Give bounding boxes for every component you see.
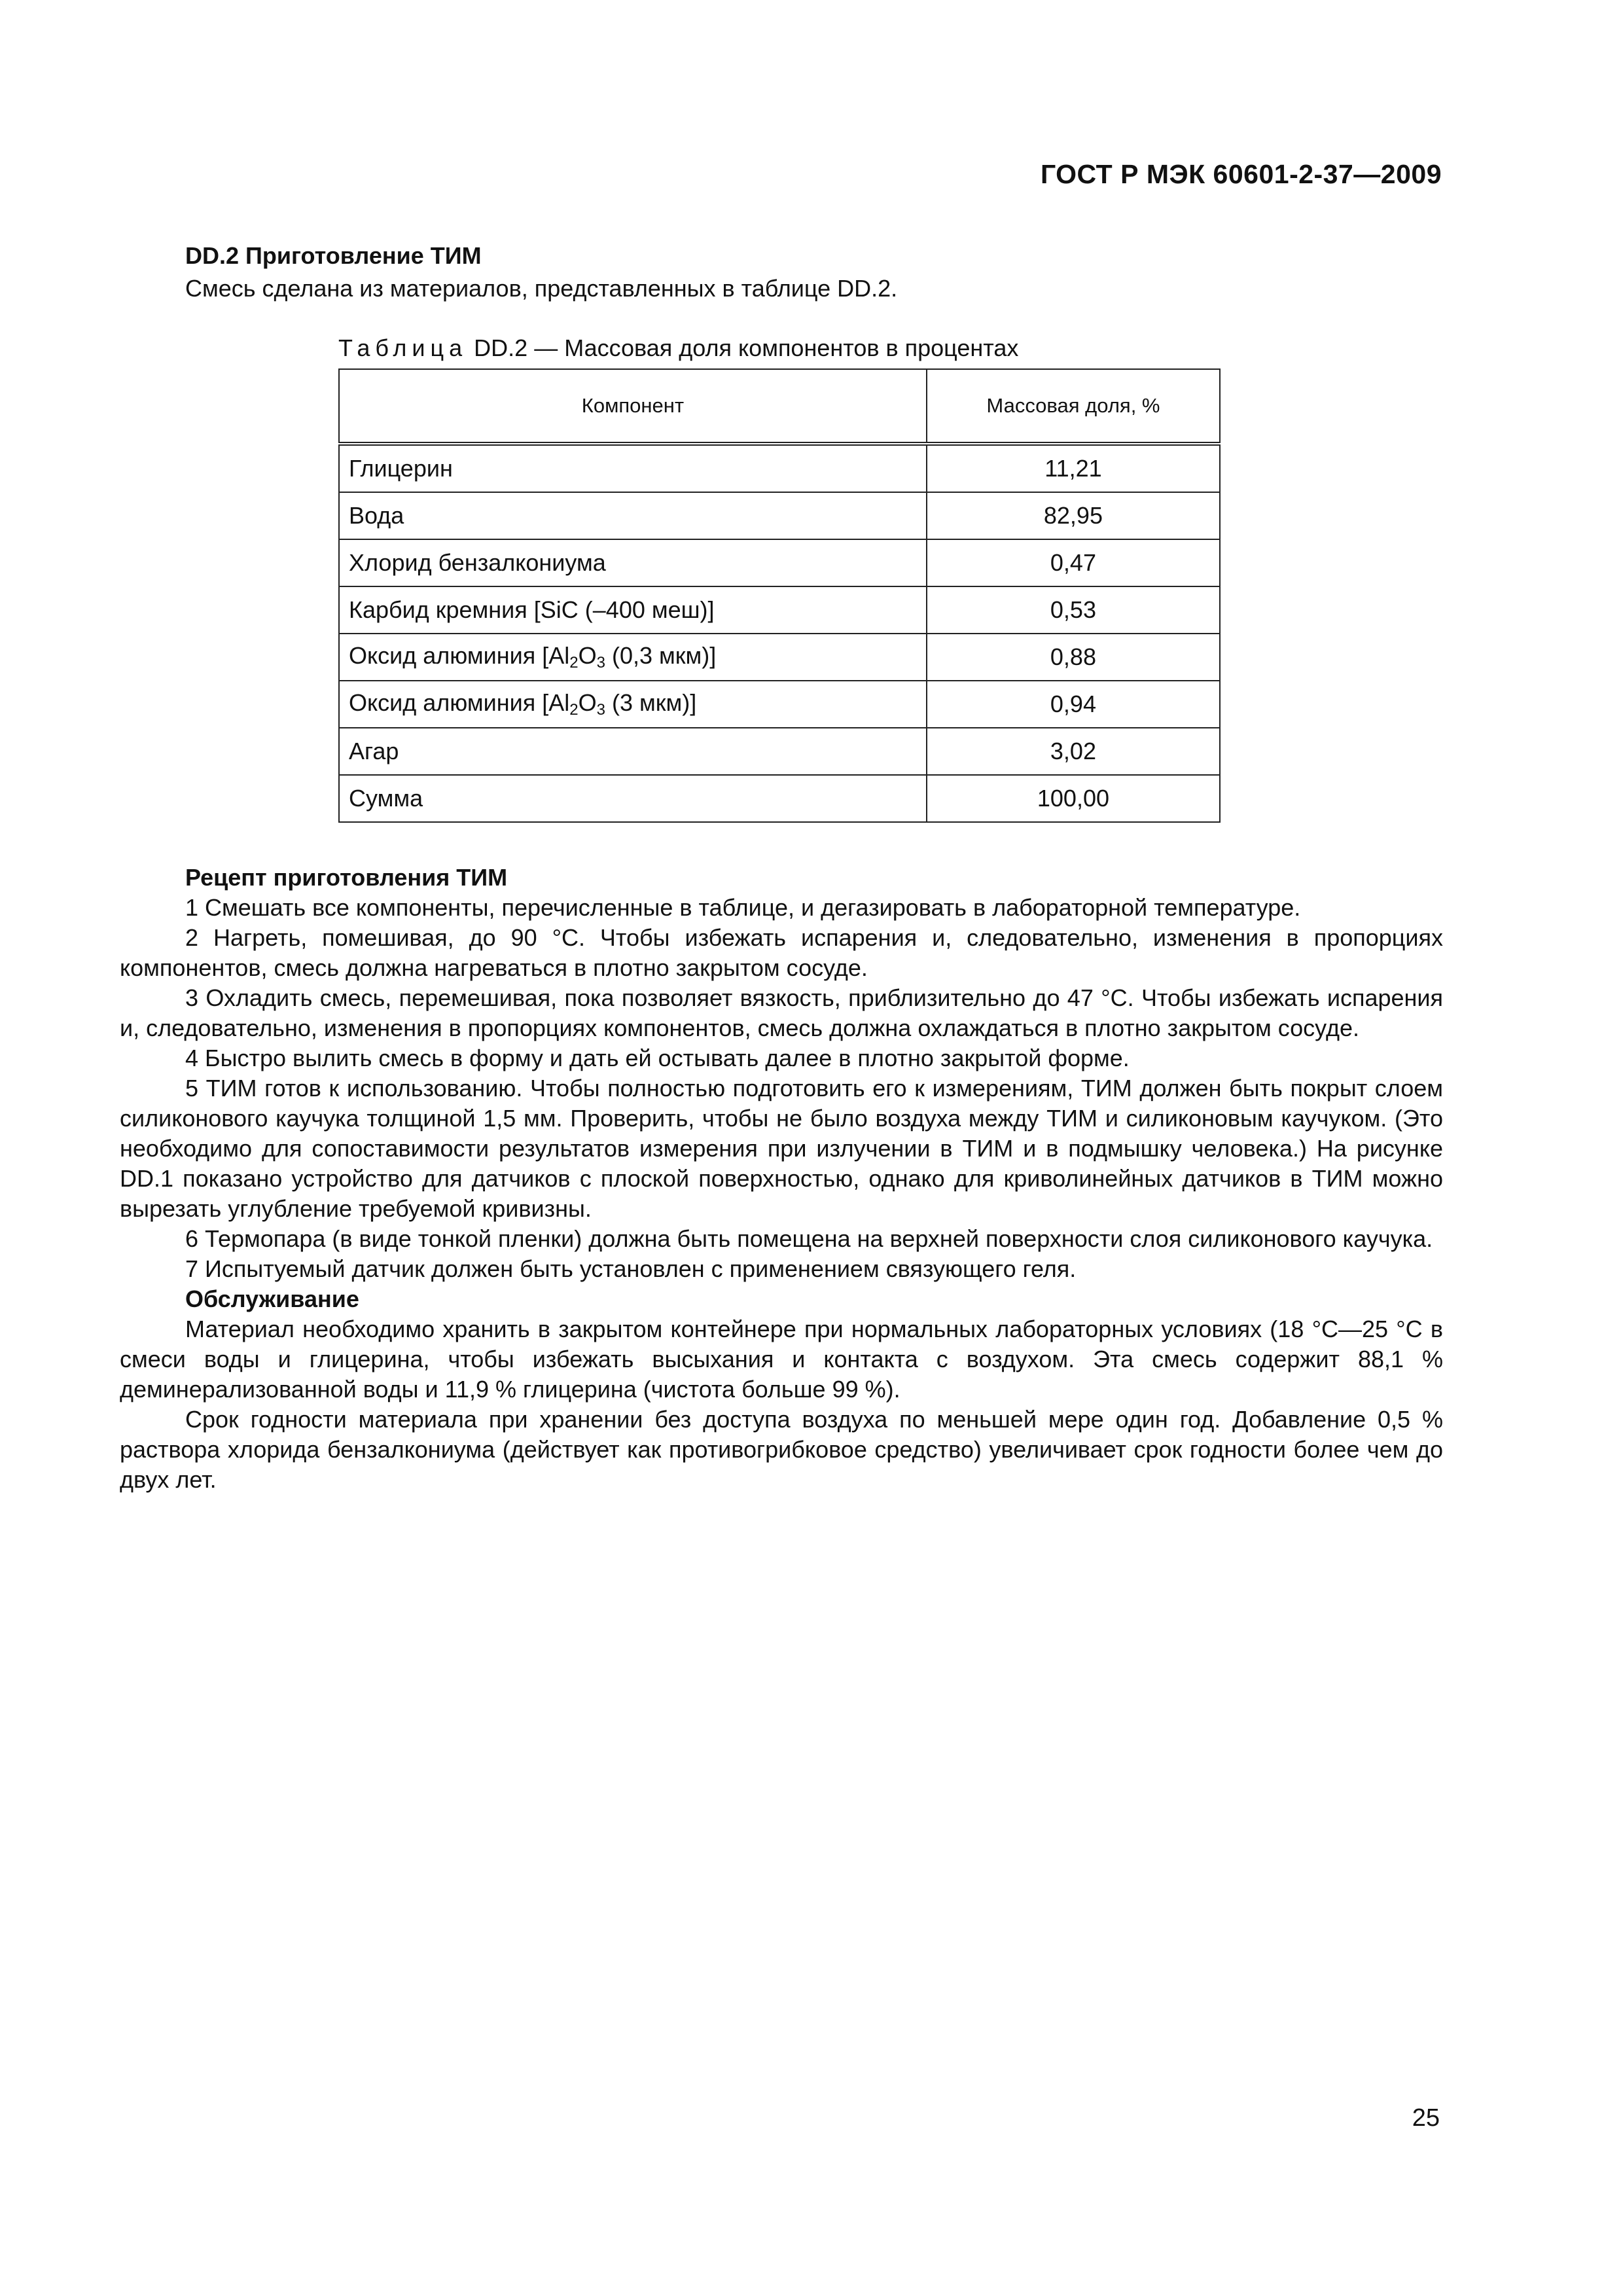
table-row bbox=[339, 492, 1220, 539]
mass-fraction-table bbox=[338, 368, 1221, 823]
component-text: (3 мкм)] bbox=[605, 689, 697, 716]
table-row bbox=[339, 681, 1220, 728]
table-row bbox=[339, 586, 1220, 634]
cell-component: Глицерин bbox=[339, 444, 927, 492]
table-row bbox=[339, 634, 1220, 681]
subscript: 2 bbox=[569, 701, 579, 719]
section-intro: Смесь сделана из материалов, представленных в таблице DD.2. bbox=[185, 275, 898, 302]
component-text: Оксид алюминия [Al bbox=[349, 642, 570, 669]
table-row bbox=[339, 539, 1220, 586]
component-text: O bbox=[578, 642, 597, 669]
cell-value: 0,88 bbox=[927, 634, 1220, 681]
maintenance-paragraph: Материал необходимо хранить в закрытом контейнере при нормальных лабораторных условиях (18 °С—25 °С в смеси воды и глицерина, чтобы избежать высыхания и контакта с воздухом. Эта смесь содержит 88,1 % деминерализованной воды и 11,9 % глицерина (чистота больше 99 %). bbox=[120, 1316, 1443, 1403]
recipe-step: 7 Испытуемый датчик должен быть установлен с применением связующего геля. bbox=[185, 1255, 1077, 1282]
maintenance-paragraph: Срок годности материала при хранении без доступа воздуха по меньшей мере один год. Добавление 0,5 % раствора хлорида бензалкониума (действует как противогрибковое средство) увеличивает срок годности более чем до двух лет. bbox=[120, 1406, 1443, 1493]
table-row-total bbox=[339, 775, 1220, 822]
maintenance-heading: Обслуживание bbox=[185, 1285, 359, 1312]
cell-value: 0,47 bbox=[927, 539, 1220, 586]
recipe-step: 2 Нагреть, помешивая, до 90 °С. Чтобы избежать испарения и, следовательно, изменения в пропорциях компонентов, смесь должна нагреваться в плотно закрытом сосуде. bbox=[120, 924, 1443, 981]
recipe-step: 1 Смешать все компоненты, перечисленные в таблице, и дегазировать в лабораторной температуре. bbox=[185, 894, 1301, 921]
column-header-component: Компонент bbox=[339, 369, 927, 444]
cell-component: Сумма bbox=[339, 775, 927, 822]
subscript: 3 bbox=[596, 654, 605, 672]
recipe-step: 4 Быстро вылить смесь в форму и дать ей остывать далее в плотно закрытой форме. bbox=[185, 1045, 1130, 1071]
cell-component: Вода bbox=[339, 492, 927, 539]
cell-value: 0,94 bbox=[927, 681, 1220, 728]
table-row bbox=[339, 444, 1220, 492]
page-number: 25 bbox=[1412, 2104, 1440, 2132]
table-caption-prefix: Таблица bbox=[338, 334, 468, 361]
cell-component: Агар bbox=[339, 728, 927, 775]
section-heading: DD.2 Приготовление ТИМ bbox=[185, 242, 482, 269]
cell-value: 100,00 bbox=[927, 775, 1220, 822]
component-text: O bbox=[578, 689, 597, 716]
cell-component: Карбид кремния [SiC (–400 меш)] bbox=[339, 586, 927, 634]
recipe-step: 6 Термопара (в виде тонкой пленки) должна быть помещена на верхней поверхности слоя силиконового каучука. bbox=[185, 1225, 1433, 1252]
cell-value: 3,02 bbox=[927, 728, 1220, 775]
cell-value: 0,53 bbox=[927, 586, 1220, 634]
cell-component: Хлорид бензалкониума bbox=[339, 539, 927, 586]
table-caption-text: DD.2 — Массовая доля компонентов в процентах bbox=[474, 334, 1019, 361]
cell-value: 82,95 bbox=[927, 492, 1220, 539]
document-code: ГОСТ Р МЭК 60601-2-37—2009 bbox=[1040, 159, 1442, 189]
table-row bbox=[339, 728, 1220, 775]
cell-value: 11,21 bbox=[927, 444, 1220, 492]
recipe-step: 3 Охладить смесь, перемешивая, пока позволяет вязкость, приблизительно до 47 °С. Чтобы избежать испарения и, следовательно, изменения в пропорциях компонентов, смесь должна охлаждаться в плотно закрытом сосуде. bbox=[120, 984, 1443, 1041]
recipe-step: 5 ТИМ готов к использованию. Чтобы полностью подготовить его к измерениям, ТИМ должен быть покрыт слоем силиконового каучука толщиной 1,5 мм. Проверить, чтобы не было воздуха между ТИМ и силиконовым каучуком. (Это необходимо для сопоставимости результатов измерения при излучении в ТИМ и в подмышку человека.) На рисунке DD.1 показано устройство для датчиков с плоской поверхностью, однако для криволинейных датчиков в ТИМ можно вырезать углубление требуемой кривизны. bbox=[120, 1075, 1443, 1222]
table-caption bbox=[338, 334, 1018, 362]
cell-component bbox=[339, 634, 927, 681]
component-text: (0,3 мкм)] bbox=[605, 642, 717, 669]
cell-component bbox=[339, 681, 927, 728]
column-header-mass-fraction: Массовая доля, % bbox=[927, 369, 1220, 444]
body-text bbox=[120, 863, 1443, 1495]
subscript: 2 bbox=[569, 654, 579, 672]
subscript: 3 bbox=[596, 701, 605, 719]
component-text: Оксид алюминия [Al bbox=[349, 689, 570, 716]
table-header-row bbox=[339, 369, 1220, 444]
recipe-heading: Рецепт приготовления ТИМ bbox=[185, 864, 508, 891]
